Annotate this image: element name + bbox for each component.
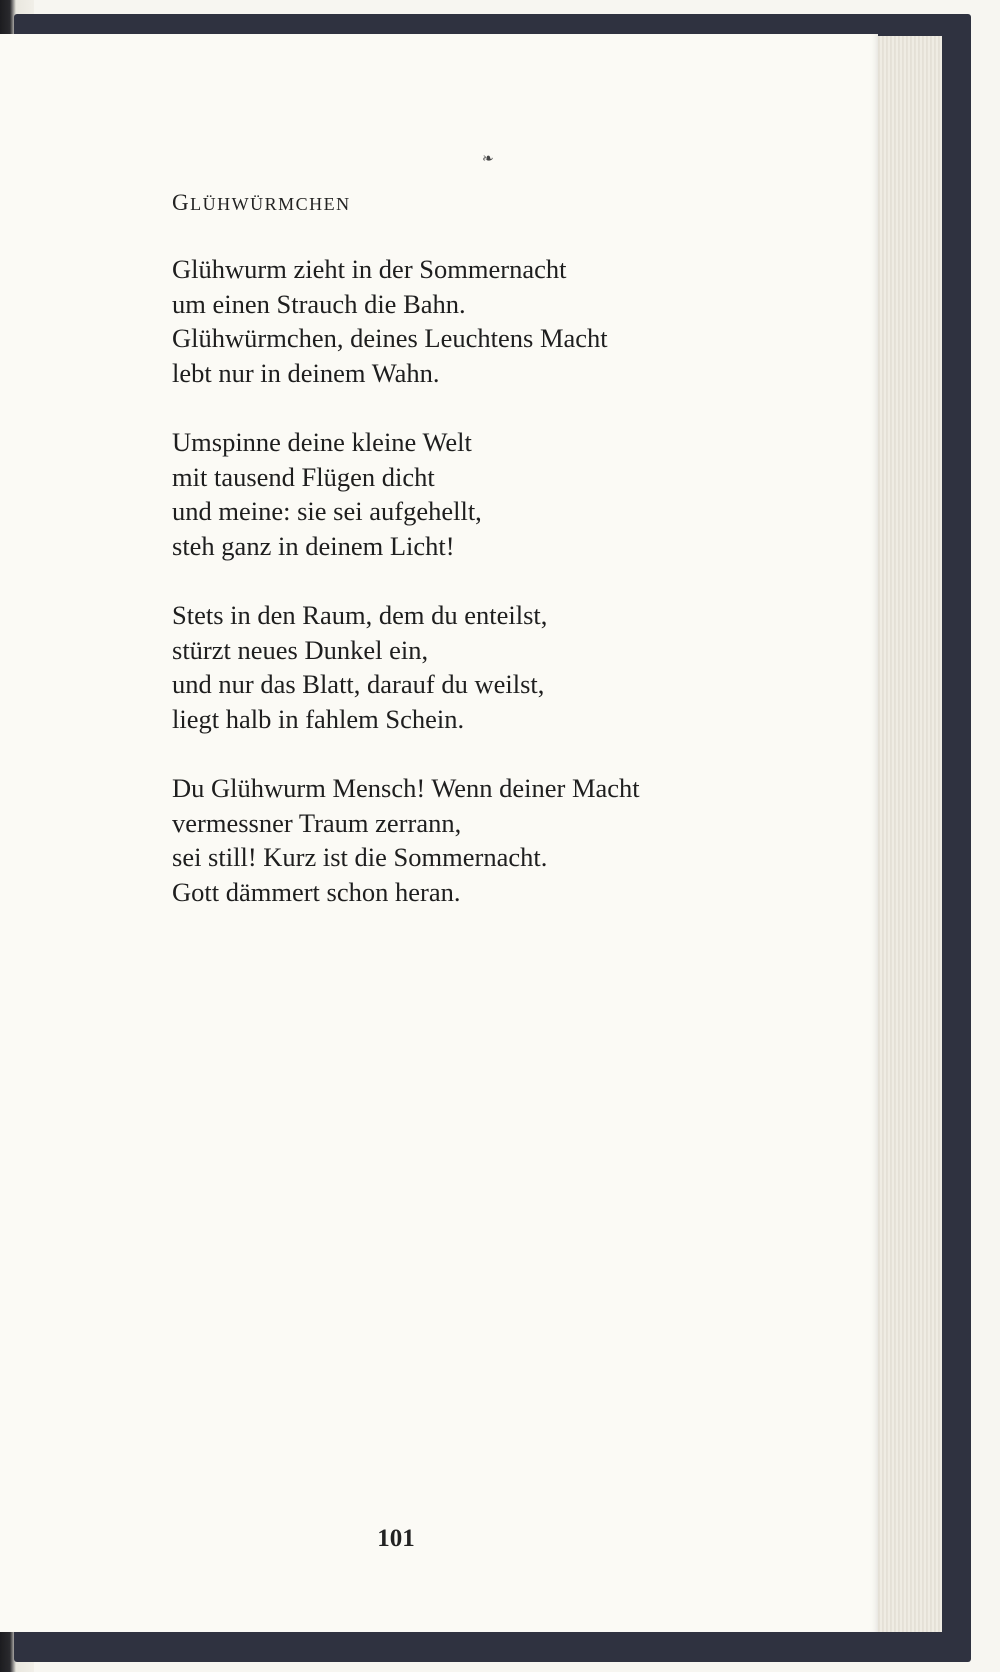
stanza-1 bbox=[172, 252, 792, 390]
poem-title bbox=[172, 190, 351, 217]
poem-line: Du Glühwurm Mensch! Wenn deiner Macht bbox=[172, 773, 640, 803]
poem-line: um einen Strauch die Bahn. bbox=[172, 288, 466, 319]
poem-line: Glühwurm zieht in der Sommernacht bbox=[172, 254, 567, 284]
poem-line: Stets in den Raum, dem du enteilst, bbox=[172, 600, 548, 630]
stanza-4 bbox=[172, 771, 792, 909]
poem-line: Glühwürmchen, deines Leuchtens Macht bbox=[172, 323, 608, 353]
stanza-2 bbox=[172, 425, 792, 563]
poem-line: Gott dämmert schon heran. bbox=[172, 876, 461, 907]
poem-title-initial: G bbox=[172, 190, 191, 215]
poem-line: sei still! Kurz ist die Sommernacht. bbox=[172, 842, 548, 872]
poem-title-rest: LÜHWÜRMCHEN bbox=[190, 194, 351, 214]
poem-line: mit tausend Flügen dicht bbox=[172, 461, 435, 492]
poem-line: und meine: sie sei aufgehellt, bbox=[172, 496, 482, 526]
page-number: 101 bbox=[377, 1525, 415, 1552]
poem-body bbox=[172, 252, 792, 944]
poem-line: steh ganz in deinem Licht! bbox=[172, 530, 455, 561]
poem-line: und nur das Blatt, darauf du weilst, bbox=[172, 669, 545, 699]
book-page bbox=[0, 34, 878, 1632]
poem-line: vermessner Traum zerrann, bbox=[172, 807, 462, 838]
poem-line: stürzt neues Dunkel ein, bbox=[172, 634, 429, 665]
poem-line: Umspinne deine kleine Welt bbox=[172, 427, 472, 457]
poem-line: lebt nur in deinem Wahn. bbox=[172, 357, 440, 388]
stanza-3 bbox=[172, 598, 792, 736]
poem-line: liegt halb in fahlem Schein. bbox=[172, 703, 465, 734]
page-block-edges bbox=[872, 36, 942, 1632]
ornament-mark: ❧ bbox=[482, 151, 494, 167]
